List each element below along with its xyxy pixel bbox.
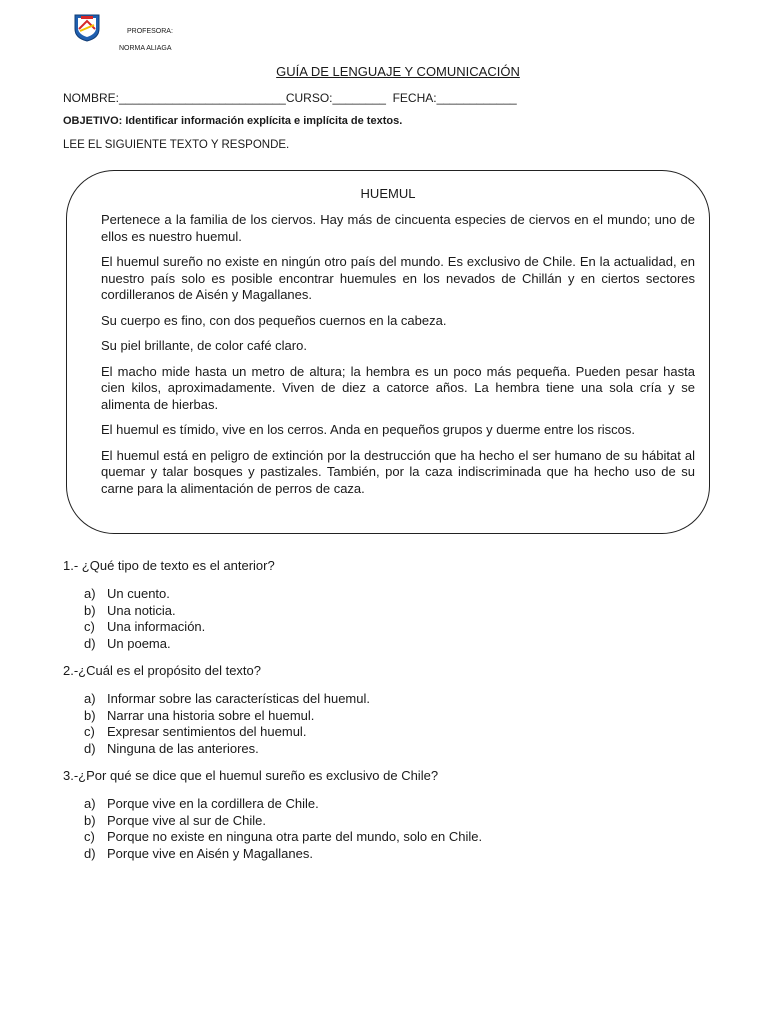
- answer-option: [84, 741, 703, 758]
- option-letter: a): [84, 796, 96, 811]
- answer-option: [84, 796, 703, 813]
- reading-paragraph: Su cuerpo es fino, con dos pequeños cuernos en la cabeza.: [101, 312, 447, 328]
- answer-option: [84, 829, 703, 846]
- question-3: 3.-¿Por qué se dice que el huemul sureño es exclusivo de Chile?: [63, 768, 439, 783]
- reading-paragraphs: [101, 212, 695, 506]
- objective-text: OBJETIVO: Identificar información explícita e implícita de textos.: [63, 115, 403, 127]
- reading-paragraph: El macho mide hasta un metro de altura; la hembra es un poco más pequeña. Pueden pesar hasta cien kilos, aproximadamente. Viven de diez a catorce años. La hembra tiene una sola cría y se alimenta de hierbas.: [101, 363, 695, 412]
- option-text: Expresar sentimientos del huemul.: [107, 724, 307, 739]
- option-text: Un cuento.: [107, 586, 170, 601]
- answer-option: [84, 603, 703, 620]
- option-letter: a): [84, 586, 96, 601]
- reading-paragraph: El huemul es tímido, vive en los cerros. Anda en pequeños grupos y duerme entre los riscos.: [101, 422, 636, 437]
- question-2-options: [63, 691, 703, 757]
- answer-option: [84, 691, 703, 708]
- answer-option: [84, 708, 703, 725]
- question-3-options: [63, 796, 703, 862]
- option-text: Porque vive en Aisén y Magallanes.: [107, 845, 313, 861]
- reading-paragraph: El huemul está en peligro de extinción por la destrucción que ha hecho el ser humano de su hábitat al quemar y talar bosques y pastizales. También, por la caza indiscriminada que ha hecho uso de su carne para la alimentación de perros de caza.: [101, 447, 695, 496]
- questions-section: [63, 558, 703, 873]
- option-letter: d): [84, 845, 96, 861]
- answer-option: [84, 636, 703, 653]
- option-letter: d): [84, 635, 96, 651]
- option-text: Narrar una historia sobre el huemul.: [107, 707, 315, 723]
- option-letter: b): [84, 812, 96, 828]
- reading-paragraph: Pertenece a la familia de los ciervos. Hay más de cincuenta especies de ciervos en el mundo; uno de ellos es nuestro huemul.: [101, 212, 695, 244]
- reading-text-box: [66, 170, 710, 534]
- reading-paragraph: El huemul sureño no existe en ningún otro país del mundo. Es exclusivo de Chile. En la actualidad, en nuestro país solo es posible encontrar huemules en los nevados de Chillán y en ciertos sectores cordilleranos de Aisén y Magallanes.: [101, 254, 695, 302]
- teacher-label: PROFESORA:: [127, 28, 173, 35]
- answer-option: [84, 846, 703, 863]
- reading-paragraph: Su piel brillante, de color café claro.: [101, 338, 307, 353]
- option-letter: a): [84, 691, 96, 706]
- question-1-options: [63, 586, 703, 652]
- option-letter: b): [84, 707, 96, 723]
- option-text: Ninguna de las anteriores.: [107, 740, 259, 756]
- option-text: Una noticia.: [107, 602, 176, 618]
- option-text: Informar sobre las características del huemul.: [107, 691, 370, 706]
- option-text: Porque vive al sur de Chile.: [107, 812, 266, 828]
- answer-option: [84, 813, 703, 830]
- school-crest-icon: [72, 12, 102, 42]
- reading-title: HUEMUL: [360, 186, 416, 201]
- option-letter: c): [84, 619, 95, 634]
- instruction-text: LEE EL SIGUIENTE TEXTO Y RESPONDE.: [63, 139, 290, 151]
- question-1: 1.- ¿Qué tipo de texto es el anterior?: [63, 558, 275, 573]
- option-letter: b): [84, 602, 96, 618]
- option-text: Un poema.: [107, 635, 171, 651]
- answer-option: [84, 586, 703, 603]
- option-letter: d): [84, 740, 96, 756]
- option-letter: c): [84, 724, 95, 739]
- option-text: Una información.: [107, 619, 206, 634]
- option-text: Porque vive en la cordillera de Chile.: [107, 796, 319, 811]
- answer-option: [84, 619, 703, 636]
- student-fields-line: NOMBRE:_________________________CURSO:________ FECHA:____________: [63, 91, 517, 105]
- option-letter: c): [84, 829, 95, 844]
- answer-option: [84, 724, 703, 741]
- option-text: Porque no existe en ninguna otra parte del mundo, solo en Chile.: [107, 829, 483, 844]
- page-title: GUÍA DE LENGUAJE Y COMUNICACIÓN: [276, 64, 520, 79]
- question-2: 2.-¿Cuál es el propósito del texto?: [63, 663, 261, 678]
- teacher-name: NORMA ALIAGA: [119, 45, 172, 52]
